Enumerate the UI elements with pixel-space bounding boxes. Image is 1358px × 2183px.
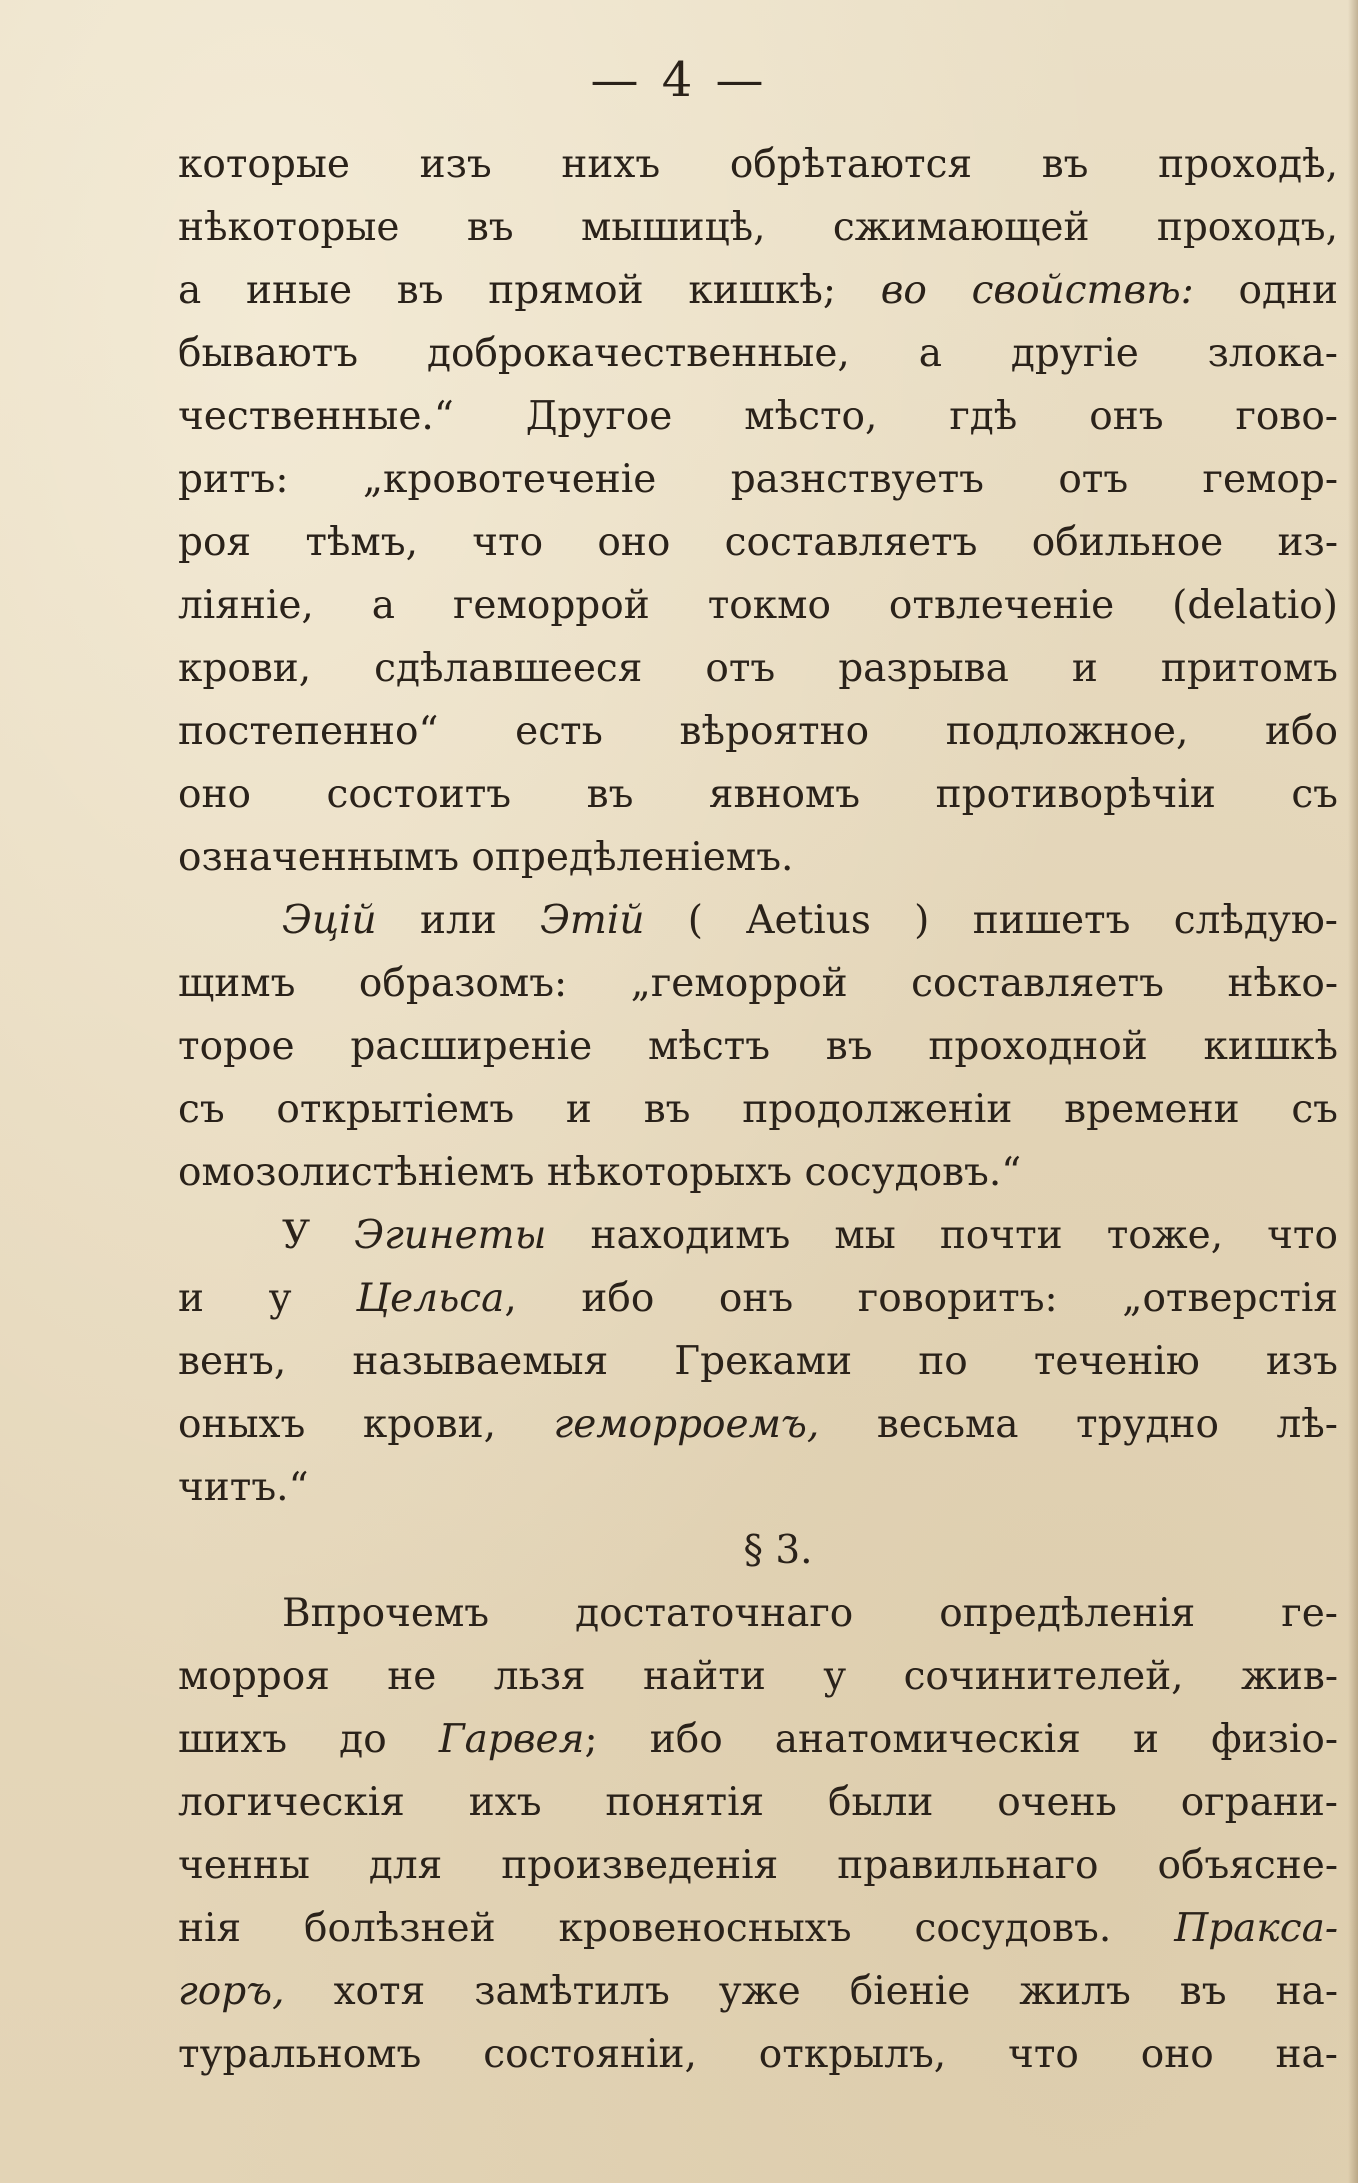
text-line: венъ, называемыя Греками по теченію изъ: [178, 1339, 1338, 1384]
text-line: означеннымъ опредѣленіемъ.: [178, 835, 794, 880]
text-fragment: или: [376, 898, 541, 943]
text-line: [178, 1708, 1338, 1771]
italic-fragment: Эцій: [282, 898, 377, 943]
body-text: [178, 133, 1338, 2086]
text-line: оно состоитъ въ явномъ противорѣчіи съ: [178, 772, 1338, 817]
text-line: читъ.“: [178, 1465, 309, 1510]
italic-fragment: Пракса-: [1174, 1906, 1338, 1951]
text-line: постепенно“ есть вѣроятно подложное, ибо: [178, 709, 1338, 754]
text-line: ритъ: „кровотеченіе разнствуетъ отъ гемор-: [178, 457, 1338, 502]
text-line: роя тѣмъ, что оно составляетъ обильное из-: [178, 520, 1338, 565]
text-line: [178, 1204, 1338, 1267]
italic-fragment: горъ,: [178, 1969, 285, 2014]
italic-fragment: Гарвея: [438, 1717, 585, 1762]
text-line: омозолистѣніемъ нѣкоторыхъ сосудовъ.“: [178, 1150, 1022, 1195]
text-fragment: ( Aetius ) пишетъ слѣдую-: [644, 898, 1338, 943]
text-line: [178, 1897, 1338, 1960]
text-fragment: и у: [178, 1276, 357, 1321]
text-line: туральномъ состояніи, открылъ, что оно на-: [178, 2032, 1338, 2077]
section-heading: § 3.: [743, 1528, 813, 1573]
text-line: торое расширеніе мѣстъ въ проходной кишкѣ: [178, 1024, 1338, 1069]
text-line: съ открытіемъ и въ продолженіи времени съ: [178, 1087, 1338, 1132]
text-fragment: а иные въ прямой кишкѣ;: [178, 268, 881, 313]
text-fragment: , ибо онъ говоритъ: „отверстія: [504, 1276, 1339, 1321]
text-line: [178, 1960, 1338, 2023]
text-line: Впрочемъ достаточнаго опредѣленія ге-: [282, 1591, 1338, 1636]
text-line: логическія ихъ понятія были очень ограни-: [178, 1780, 1338, 1825]
text-line: бываютъ доброкачественные, а другіе злока-: [178, 331, 1338, 376]
text-fragment: оныхъ крови,: [178, 1402, 554, 1447]
italic-fragment: Эгинеты: [354, 1213, 547, 1258]
text-fragment: нія болѣзней кровеносныхъ сосудовъ.: [178, 1906, 1175, 1951]
page-edge-shadow: [1348, 0, 1358, 2183]
text-line: [178, 1393, 1338, 1456]
text-fragment: У: [282, 1213, 355, 1258]
text-line: [178, 1267, 1338, 1330]
text-line: ченны для произведенія правильнаго объясне-: [178, 1843, 1338, 1888]
text-fragment: ; ибо анатомическія и физіо-: [584, 1717, 1338, 1762]
text-line: нѣкоторые въ мышицѣ, сжимающей проходъ,: [178, 205, 1338, 250]
text-line: [178, 259, 1338, 322]
text-fragment: хотя замѣтилъ уже біеніе жилъ въ на-: [284, 1969, 1338, 2014]
italic-fragment: Цельса: [356, 1276, 505, 1321]
text-fragment: весьма трудно лѣ-: [819, 1402, 1338, 1447]
italic-fragment: Этій: [540, 898, 645, 943]
text-fragment: одни: [1193, 268, 1338, 313]
text-line: чественные.“ Другое мѣсто, гдѣ онъ гово-: [178, 394, 1338, 439]
text-line: крови, сдѣлавшееся отъ разрыва и притомъ: [178, 646, 1338, 691]
text-line: которые изъ нихъ обрѣтаются въ проходѣ,: [178, 142, 1338, 187]
text-line: ліяніе, а геморрой токмо отвлеченіе (delatio): [178, 583, 1338, 628]
text-fragment: шихъ до: [178, 1717, 439, 1762]
text-line: щимъ образомъ: „геморрой составляетъ нѣко-: [178, 961, 1338, 1006]
italic-fragment: геморроемъ,: [553, 1402, 820, 1447]
text-fragment: находимъ мы почти тоже, что: [546, 1213, 1338, 1258]
page-number: — 4 —: [590, 52, 768, 108]
text-line: [178, 889, 1338, 952]
text-line: морроя не льзя найти у сочинителей, жив-: [178, 1654, 1338, 1699]
italic-fragment: во свойствѣ:: [880, 268, 1194, 313]
